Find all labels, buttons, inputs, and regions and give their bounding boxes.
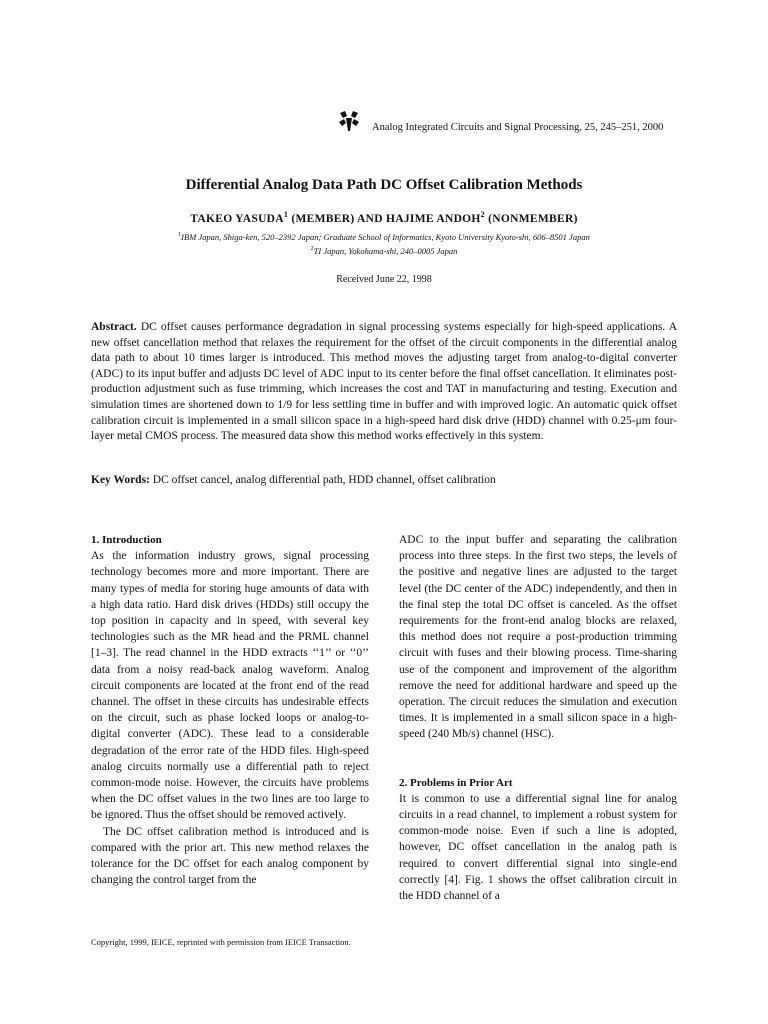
author-2-name: HAJIME ANDOH: [386, 212, 481, 225]
affiliation-2-sup: 2: [310, 246, 314, 253]
copyright-notice: Copyright, 1999, IEICE, reprinted with permission from IEICE Transaction.: [91, 937, 351, 947]
right-column: [399, 532, 677, 904]
intro-paragraph-2: The DC offset calibration method is introduced and is compared with the prior art. This new method relaxes the tolerance for the DC offset for each analog component by changing the control target from the: [91, 825, 369, 887]
section-spacer: [399, 743, 677, 759]
affiliation-2-text: TI Japan, Yokohama-shi, 240–0005 Japan: [313, 246, 458, 256]
intro-paragraph-3: ADC to the input buffer and separating the calibration process into three steps. In the first two steps, the levels of the positive and negative lines are adjusted to the target level (the DC center of the ADC) independently, and then in the final step the total DC offset is canceled. As the offset requirements for the front-end analog blocks are relaxed, this method does not require a post-production trimming circuit with fuses and their blowing process. Time-sharing use of the component and improvement of the algorithm remove the need for additional hardware and speed up the operation. The circuit reduces the simulation and execution times. It is implemented in a small silicon space in a high-speed (240 Mb/s) channel (HSC).: [399, 534, 677, 741]
author-2-role: (NONMEMBER): [484, 212, 578, 225]
keywords: [91, 473, 677, 488]
author-1-role: (MEMBER) AND: [288, 212, 387, 225]
affiliation-2: [0, 246, 768, 256]
received-date: Received June 22, 1998: [336, 274, 432, 285]
keywords-text: DC offset cancel, analog differential path, HDD channel, offset calibration: [149, 474, 496, 486]
author-2-sup: 2: [480, 210, 485, 219]
author-line: [0, 210, 768, 225]
affiliation-1-text: IBM Japan, Shiga-ken, 520–2392 Japan; Graduate School of Informatics, Kyoto University Kyoto-shi, 606–8501 Japan: [181, 232, 590, 242]
affiliation-1: [0, 232, 768, 242]
section-spacer-2: [399, 759, 677, 775]
author-1-sup: 1: [283, 210, 289, 219]
abstract: [91, 320, 677, 445]
author-1-name: TAKEO YASUDA: [190, 212, 284, 225]
keywords-label: Key Words:: [91, 474, 150, 486]
journal-citation: Analog Integrated Circuits and Signal Processing, 25, 245–251, 2000: [372, 122, 664, 133]
section-heading-prior-art: 2. Problems in Prior Art: [399, 776, 513, 789]
abstract-label: Abstract.: [91, 321, 137, 333]
section-heading-introduction: 1. Introduction: [91, 534, 162, 546]
affiliation-1-sup: 1: [178, 232, 182, 239]
paper-title: Differential Analog Data Path DC Offset Calibration Methods: [185, 177, 583, 193]
prior-art-paragraph-1: It is common to use a differential signal line for analog circuits in a read channel, to implement a robust system for common-mode noise. Even if such a line is adopted, however, DC offset cancellation in the analog path is required to convert differential signal into single-end correctly [4]. Fig. 1 shows the offset calibration circuit in the HDD channel of a: [399, 792, 677, 903]
publisher-logo-icon: [338, 110, 360, 132]
intro-paragraph-1: As the information industry grows, signal processing technology becomes more and more important. There are many types of media for storing huge amounts of data with a high data ratio. Hard disk drives (HDDs) still occupy the top position in capacity and in speed, with several key technologies such as the MR head and the PRML channel [1–3]. The read channel in the HDD extracts ‘‘1’’ or ‘‘0’’ data from a noisy read-back analog waveform. Analog circuit components are located at the front end of the read channel. The offset in these circuits has undesirable effects on the circuit, such as phase locked loops or analog-to-digital converter (ADC). These lead to a considerable degradation of the error rate of the HDD files. High-speed analog circuits normally use a differential path to reject common-mode noise. However, the circuits have problems when the DC offset values in the two lines are too large to be ignored. Thus the offset should be removed actively.: [91, 550, 369, 822]
left-column: [91, 532, 369, 888]
abstract-text: DC offset causes performance degradation in signal processing systems especially for high-speed applications. A new offset cancellation method that relaxes the requirement for the offset of the circuit components in the differential analog data path to about 10 times larger is introduced. This method moves the adjusting target from analog-to-digital converter (ADC) to its input buffer and adjusts DC level of ADC input to its center before the final offset cancellation. It eliminates post-production adjustment such as fuse trimming, which increases the cost and TAT in manufacturing and testing. Execution and simulation times are shortened down to 1/9 for less settling time in buffer and with improved logic. An automatic quick offset calibration circuit is implemented in a small silicon space in a high-speed hard disk drive (HDD) channel with 0.25-μm four-layer metal CMOS process. The measured data show this method works effectively in this system.: [91, 321, 677, 443]
